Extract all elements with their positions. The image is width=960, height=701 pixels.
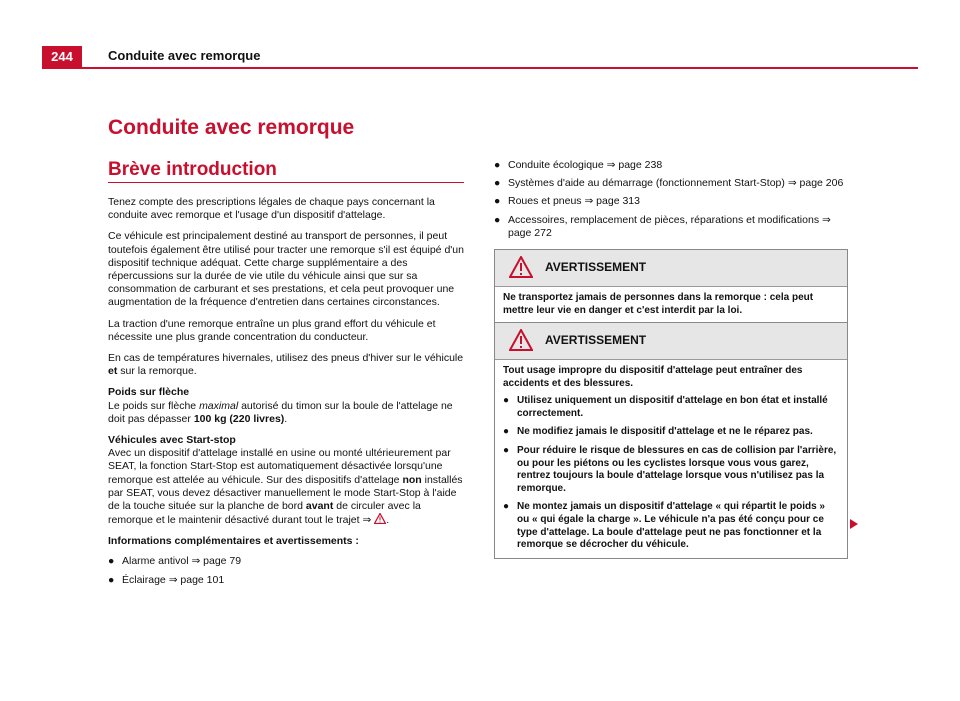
paragraph: La traction d'une remorque entraîne un plus grand effort du véhicule et nécessite une plus grande concentration du conducteur. — [108, 317, 436, 343]
list-item — [503, 395, 839, 420]
text-run: Le poids sur flèche — [108, 399, 200, 412]
bullet-icon: ● — [108, 573, 115, 586]
text-run: . — [284, 412, 288, 425]
warning-bullet-text: Ne modifiez jamais le dispositif d'attelage et ne le réparez pas. — [517, 426, 813, 438]
warning-bullet-text: Pour réduire le risque de blessures en cas de collision par l'arrière, ou pour les piétons ou les cyclistes lorsque vous vous garez, rentrez toujours la boule d'attelage lorsque vous n'utilisez pas la remorque. — [517, 444, 837, 494]
list-item — [494, 177, 850, 190]
warning-header — [495, 323, 847, 360]
bullet-icon: ● — [503, 395, 510, 407]
warning-body — [495, 287, 847, 323]
list-item — [494, 159, 850, 172]
text-run-bold: 100 kg (220 livres) — [193, 412, 285, 425]
subheading-poids: Poids sur flèche — [108, 386, 190, 399]
bullet-icon: ● — [108, 554, 115, 567]
link-text[interactable]: Éclairage ⇒ page 101 — [122, 573, 225, 586]
warning-body — [495, 360, 847, 558]
page-header — [42, 46, 918, 68]
text-run: sur la remorque. — [117, 365, 197, 378]
warning-title: AVERTISSEMENT — [545, 260, 647, 274]
continue-arrow-icon — [850, 519, 858, 529]
text-run-bold: et — [108, 365, 118, 378]
text-run: autorisé du timon sur la boule de l'attelage ne doit pas dépasser — [108, 399, 453, 425]
bullet-icon: ● — [494, 195, 501, 208]
section-title: Brève introduction — [108, 159, 277, 180]
warning-bullet-text: Utilisez uniquement un dispositif d'attelage en bon état et installé correctement. — [517, 395, 828, 419]
header-rule — [42, 67, 918, 69]
warning-triangle-icon — [509, 329, 533, 351]
link-text[interactable]: Roues et pneus ⇒ page 313 — [508, 195, 640, 208]
text-run: Avec un dispositif d'attelage installé en usine ou monté ultérieurement par SEAT, la fonction Start-Stop est automatiquement désactivée lorsqu'une remorque est attelée au véhicule. Sur des dispositifs d'attelage — [108, 447, 451, 486]
paragraph — [108, 447, 464, 527]
bullet-icon: ● — [503, 444, 510, 456]
link-text[interactable]: Alarme antivol ⇒ page 79 — [122, 554, 242, 567]
link-text[interactable]: Conduite écologique ⇒ page 238 — [508, 159, 663, 171]
text-run: . — [386, 514, 390, 527]
text-run: de circuler avec la remorque et le maintenir désactivé durant tout le trajet ⇒ — [108, 500, 421, 527]
chapter-title: Conduite avec remorque — [108, 116, 355, 139]
bullet-icon: ● — [494, 177, 501, 190]
warning-intro: Tout usage impropre du dispositif d'attelage peut entraîner des accidents et des blessures. — [503, 365, 803, 389]
text-run-italic: maximal — [199, 399, 239, 412]
paragraph: Ce véhicule est principalement destiné au transport de personnes, il peut toutefois également être utilisé pour tracter une remorque s'il est équipé d'un dispositif technique adéquat. Cette charge supplémentaire a des répercussions sur la durée de vie utile du véhicule ainsi que sur sa consommation de carburant et ses prestations, et cela peut provoquer une augmentation de la fréquence d'entretien dans certaines circonstances. — [108, 230, 464, 309]
bullet-icon: ● — [503, 426, 510, 438]
warning-bullet-text: Ne montez jamais un dispositif d'attelage « qui répartit le poids » ou « qui égale la charge ». Le véhicule n'a pas été conçu pour ce type d'attelage. La boule d'attelage peut ne pas fonctionner et la remorque se décrocher du véhicule. — [517, 501, 825, 551]
right-column — [494, 159, 850, 245]
section-rule — [108, 182, 464, 183]
paragraph — [108, 352, 464, 378]
link-text[interactable]: Systèmes d'aide au démarrage (fonctionnement Start-Stop) ⇒ page 206 — [508, 177, 844, 190]
warning-box-1 — [494, 249, 848, 324]
link-text[interactable]: Accessoires, remplacement de pièces, réparations et modifications ⇒ page 272 — [508, 213, 831, 239]
list-item — [503, 426, 839, 439]
subheading-info: Informations complémentaires et avertissements : — [108, 535, 359, 548]
list-item — [494, 214, 850, 240]
warning-triangle-icon — [509, 256, 533, 278]
warning-title: AVERTISSEMENT — [545, 333, 647, 347]
text-run-bold: avant — [305, 500, 334, 513]
bullet-icon: ● — [494, 159, 501, 171]
warning-box-2 — [494, 322, 848, 559]
paragraph — [108, 400, 464, 426]
text-run: En cas de températures hivernales, utilisez des pneus d'hiver sur le véhicule — [108, 352, 464, 365]
bullet-icon: ● — [494, 213, 501, 226]
bullet-icon: ● — [503, 501, 510, 513]
left-column — [108, 196, 464, 593]
list-item — [108, 574, 464, 587]
list-item — [503, 501, 839, 551]
list-item — [503, 445, 839, 495]
subheading-start-stop: Véhicules avec Start-stop — [108, 434, 236, 447]
list-item — [108, 555, 464, 568]
list-item — [494, 195, 850, 208]
text-run-bold: non — [402, 473, 422, 486]
paragraph: Tenez compte des prescriptions légales de chaque pays concernant la conduite avec remorque et l'usage d'un dispositif d'attelage. — [108, 196, 435, 222]
warning-triangle-icon[interactable] — [374, 513, 386, 524]
warning-text: Ne transportez jamais de personnes dans la remorque : cela peut mettre leur vie en danger et c'est interdit par la loi. — [503, 292, 814, 316]
running-title: Conduite avec remorque — [108, 48, 261, 63]
warning-header — [495, 250, 847, 287]
text-run: installés par SEAT, vous devez désactiver manuellement le mode Start-Stop à l'aide de la touche située sur la planche de bord — [108, 473, 463, 513]
page-number: 244 — [42, 46, 82, 68]
